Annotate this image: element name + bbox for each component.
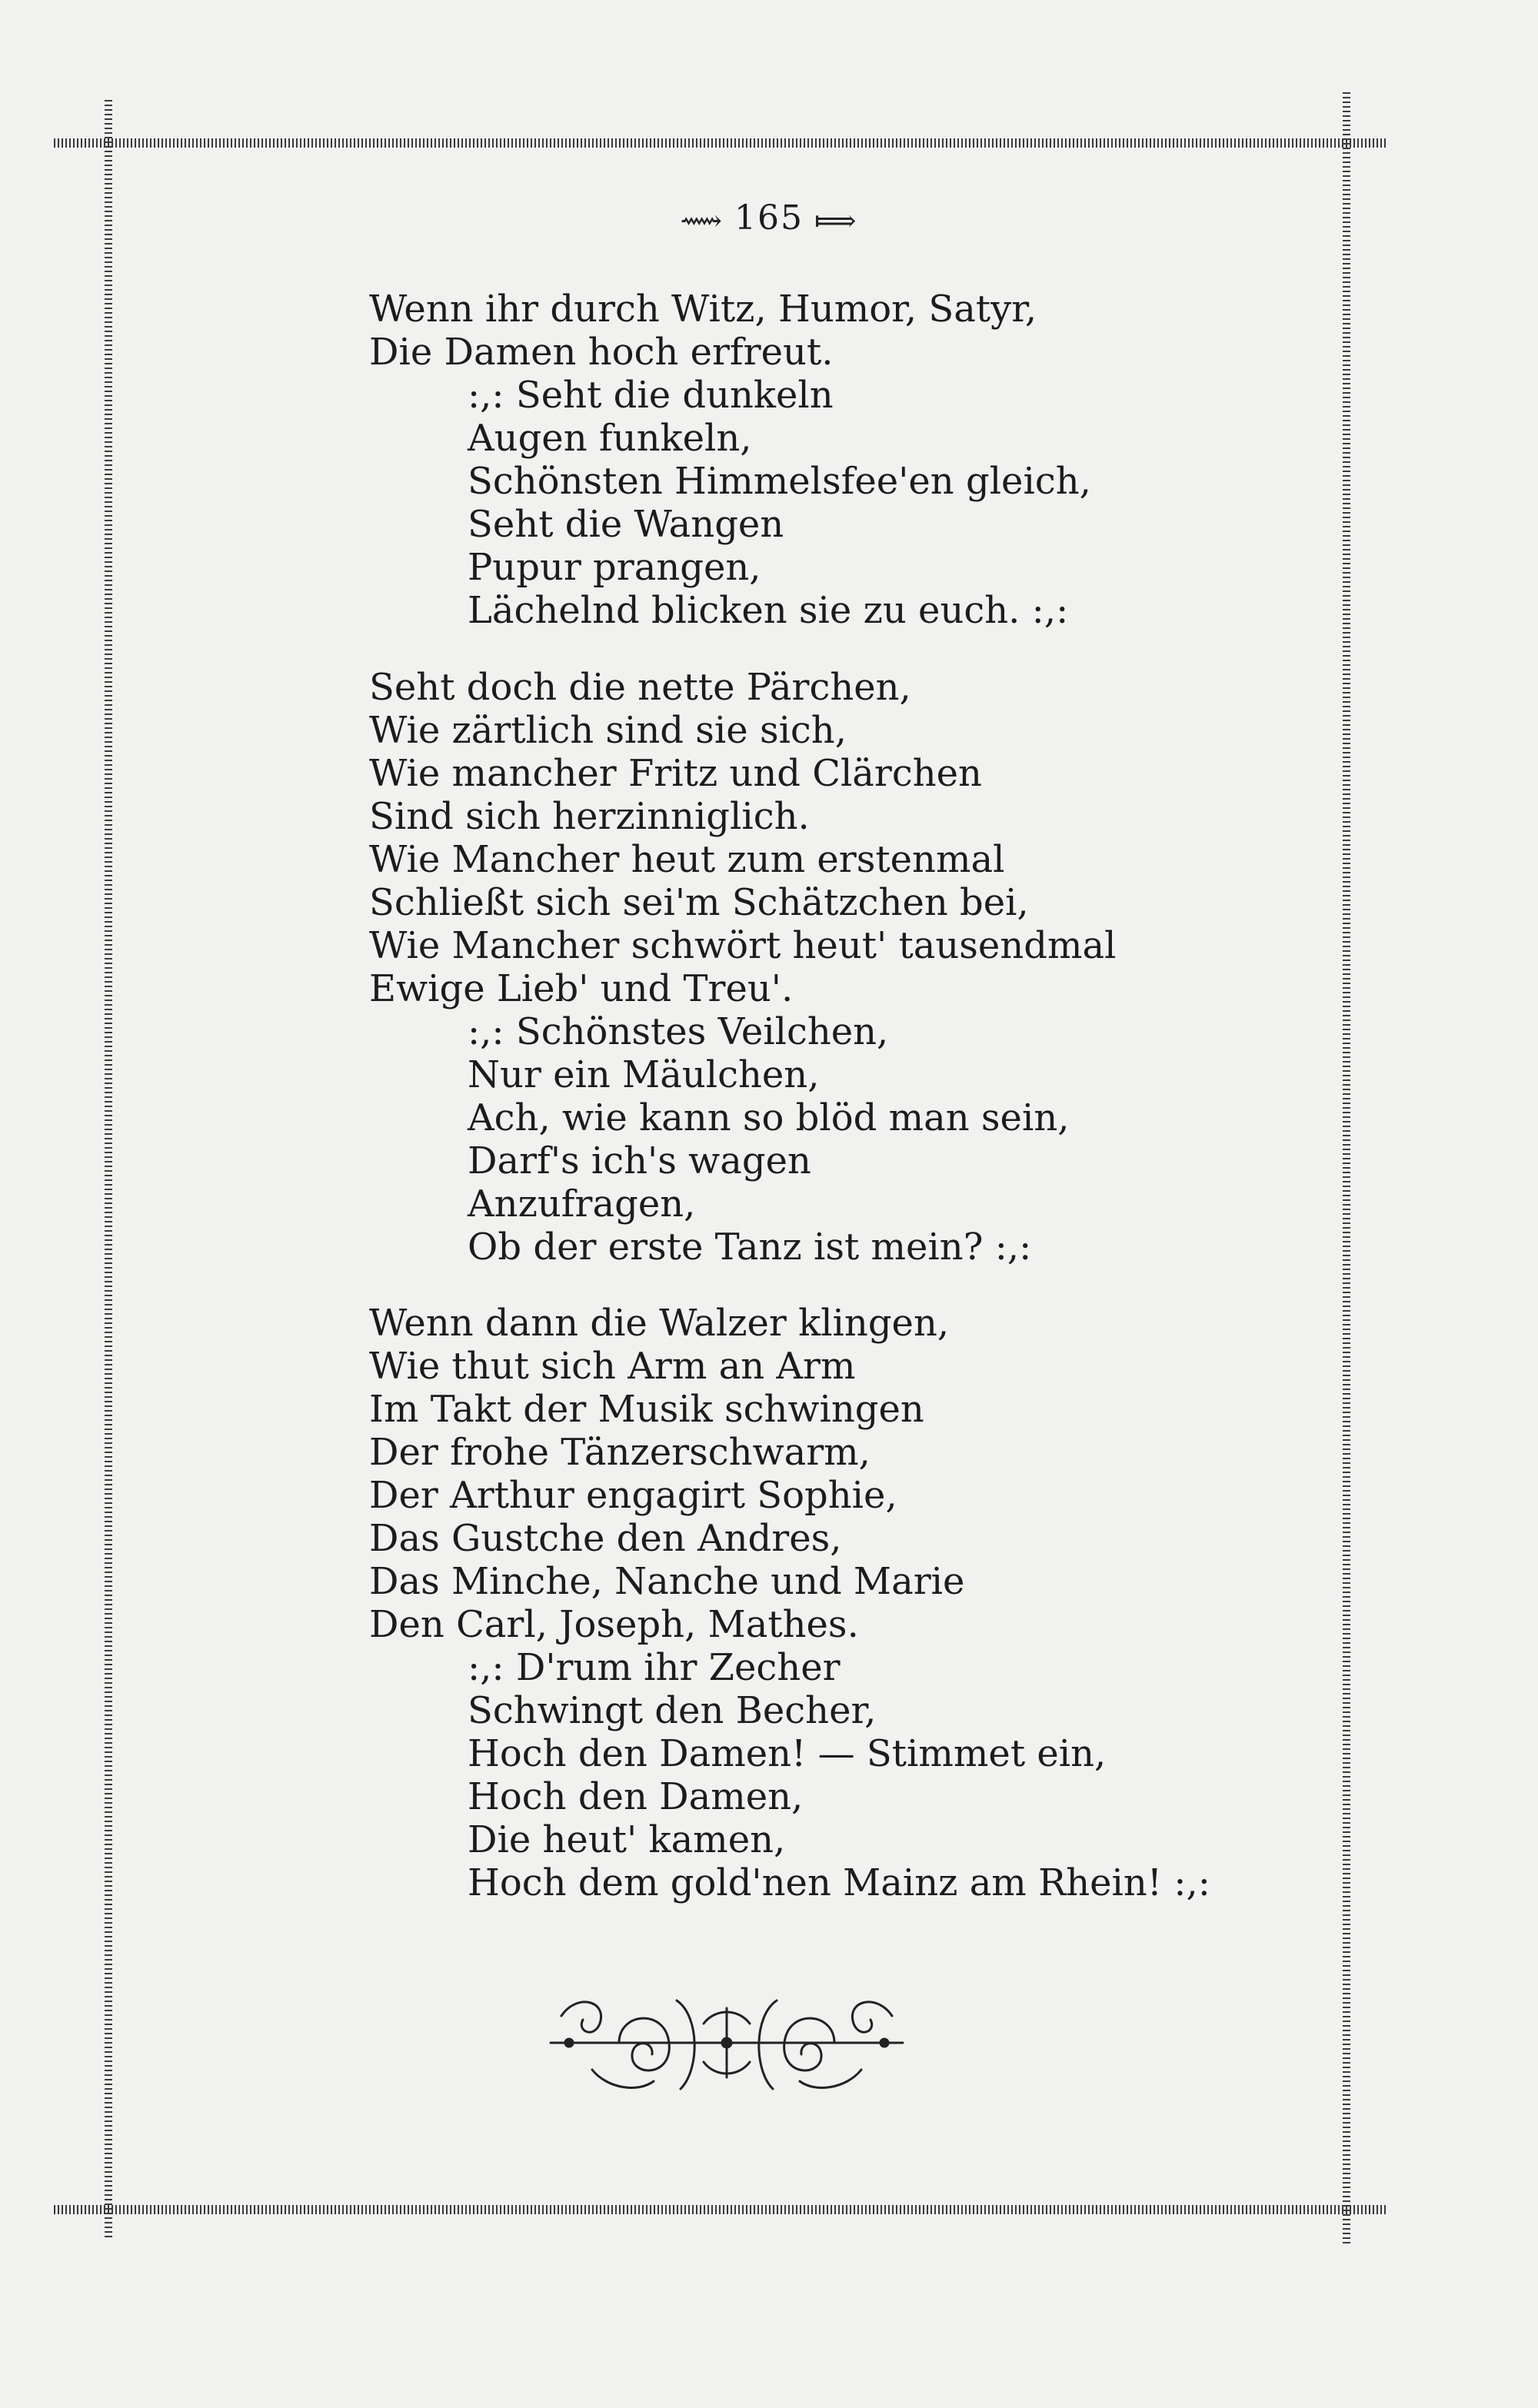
stanza-3	[369, 1302, 1338, 1904]
verse-line: Pupur prangen,	[468, 546, 761, 589]
verse-line: Der frohe Tänzerschwarm,	[369, 1431, 871, 1474]
verse-line: Hoch dem gold'nen Mainz am Rhein! :,:	[468, 1861, 1210, 1904]
verse-line: Seht doch die nette Pärchen,	[369, 666, 911, 709]
verse-line: Wenn dann die Walzer klingen,	[369, 1302, 950, 1345]
verse-line: Im Takt der Musik schwingen	[369, 1388, 924, 1431]
verse-line: Nur ein Mäulchen,	[468, 1053, 820, 1096]
decorative-vignette-icon	[546, 1985, 907, 2100]
left-border-rule	[105, 100, 112, 2237]
stanza-2	[369, 666, 1338, 1269]
page-header	[0, 198, 1538, 238]
verse-line: Lächelnd blicken sie zu euch. :,:	[468, 589, 1069, 632]
verse-line: Der Arthur engagirt Sophie,	[369, 1474, 897, 1517]
verse-line: Augen funkeln,	[468, 417, 752, 460]
verse-line: Wenn ihr durch Witz, Humor, Satyr,	[369, 288, 1037, 331]
verse-line: Schließt sich sei'm Schätzchen bei,	[369, 881, 1029, 924]
verse-line: Schwingt den Becher,	[468, 1689, 877, 1732]
right-ornament-icon: ⟾	[814, 203, 858, 238]
verse-line: Das Minche, Nanche und Marie	[369, 1560, 965, 1603]
verse-line: Wie thut sich Arm an Arm	[369, 1345, 856, 1388]
left-ornament-icon: ⟿	[680, 203, 724, 238]
verse-line: Ob der erste Tanz ist mein? :,:	[468, 1226, 1032, 1269]
verse-line: Anzufragen,	[468, 1182, 696, 1226]
verse-line: Wie Mancher schwört heut' tausendmal	[369, 924, 1117, 967]
verse-line: :,: Schönstes Veilchen,	[468, 1010, 889, 1053]
bottom-border-rule	[54, 2205, 1388, 2214]
stanza-1	[369, 288, 1338, 632]
verse-line: Die Damen hoch erfreut.	[369, 331, 834, 374]
verse-line: Wie zärtlich sind sie sich,	[369, 709, 847, 752]
verse-line: Ach, wie kann so blöd man sein,	[468, 1096, 1070, 1139]
verse-line: :,: D'rum ihr Zecher	[468, 1646, 841, 1689]
verse-line: Wie Mancher heut zum erstenmal	[369, 838, 1005, 881]
verse-line: :,: Seht die dunkeln	[468, 374, 834, 417]
verse-line: Darf's ich's wagen	[468, 1139, 811, 1182]
verse-line: Seht die Wangen	[468, 503, 784, 546]
top-border-rule	[54, 138, 1388, 148]
right-border-rule	[1343, 92, 1350, 2245]
verse-line: Sind sich herzinniglich.	[369, 795, 810, 838]
verse-line: Hoch den Damen! — Stimmet ein,	[468, 1732, 1107, 1775]
verse-line: Den Carl, Joseph, Mathes.	[369, 1603, 859, 1646]
verse-line: Ewige Lieb' und Treu'.	[369, 967, 794, 1010]
verse-line: Die heut' kamen,	[468, 1818, 786, 1861]
page-number: 165	[734, 198, 804, 238]
verse-line: Wie mancher Fritz und Clärchen	[369, 752, 982, 795]
verse-line: Hoch den Damen,	[468, 1775, 804, 1818]
verse-line: Das Gustche den Andres,	[369, 1517, 842, 1560]
verse-line: Schönsten Himmelsfee'en gleich,	[468, 460, 1091, 503]
